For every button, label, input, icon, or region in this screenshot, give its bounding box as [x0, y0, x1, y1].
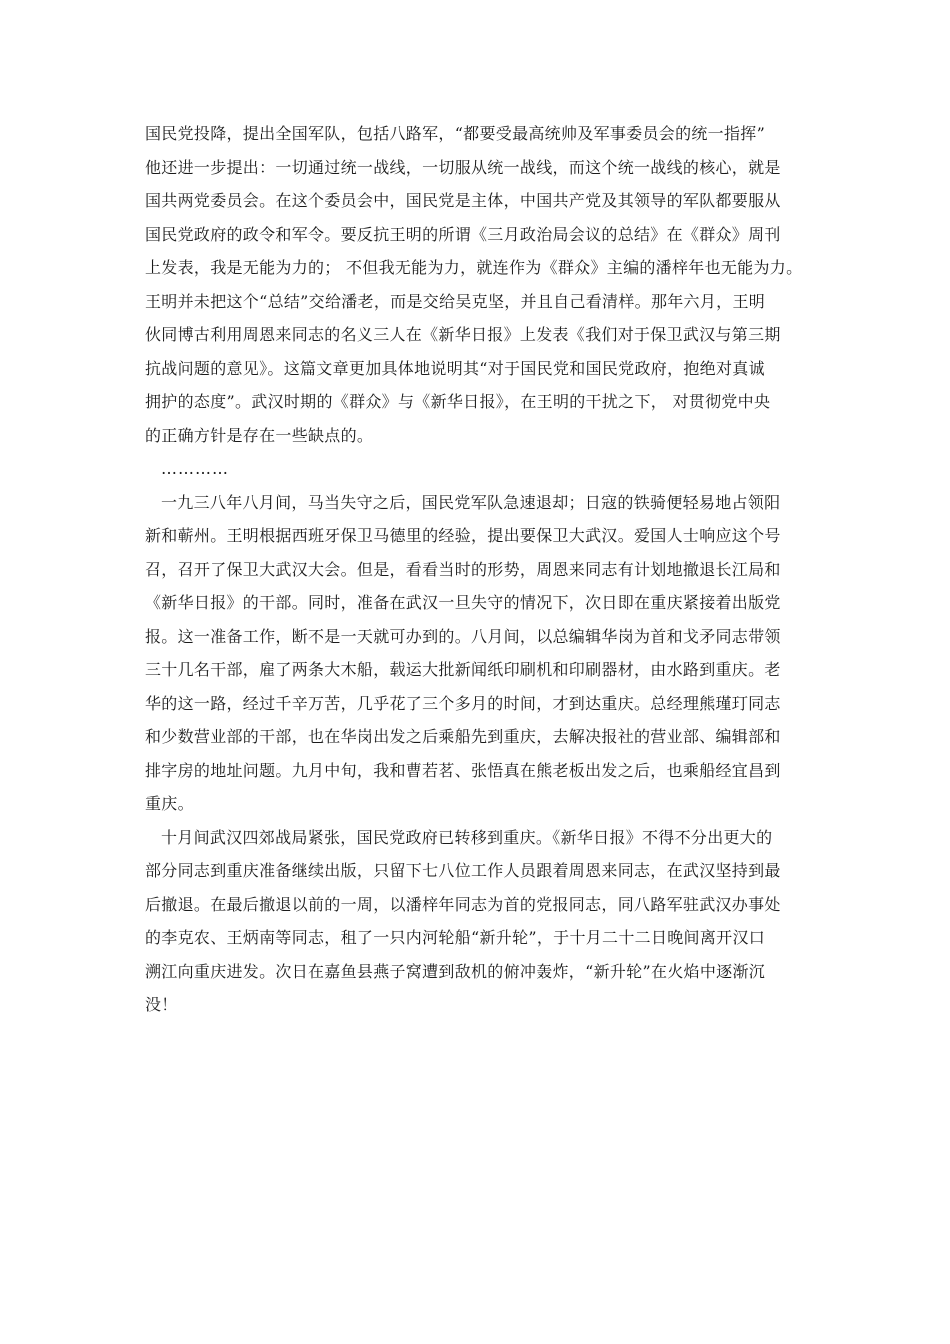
text-line: 没！ — [145, 995, 178, 1014]
text-line: 上发表，我是无能为力的； 不但我无能为力，就连作为《群众》主编的潘梓年也无能为力。 — [145, 258, 803, 277]
text-line: 华的这一路，经过千辛万苦，几乎花了三个多月的时间，才到达重庆。总经理熊瑾玎同志 — [145, 693, 781, 713]
ellipsis-separator: ………… — [161, 459, 229, 478]
text-line: 溯江向重庆进发。次日在嘉鱼县燕子窝遭到敌机的俯冲轰炸，“新升轮”在火焰中逐渐沉 — [145, 961, 766, 981]
text-line: 召，召开了保卫大武汉大会。但是，看看当时的形势，周恩来同志有计划地撤退长江局和 — [145, 559, 781, 579]
text-line: 拥护的态度”。武汉时期的《群众》与《新华日报》，在王明的干扰之下， 对贯彻党中央 — [145, 392, 771, 411]
text-line: 排字房的地址问题。九月中旬，我和曹若茗、张悟真在熊老板出发之后，也乘船经宜昌到 — [145, 760, 781, 780]
text-line: 一九三八年八月间，马当失守之后，国民党军队急速退却；日寇的铁骑便轻易地占领阳 — [161, 492, 781, 512]
text-line: 部分同志到重庆准备继续出版，只留下七八位工作人员跟着周恩来同志，在武汉坚持到最 — [145, 861, 781, 880]
text-line: 的正确方针是存在一些缺点的。 — [145, 425, 374, 445]
text-line: 十月间武汉四郊战局紧张，国民党政府已转移到重庆。《新华日报》不得不分出更大的 — [161, 827, 773, 847]
text-line: 新和蕲州。王明根据西班牙保卫马德里的经验，提出要保卫大武汉。爱国人士响应这个号 — [145, 526, 781, 545]
document-page — [145, 117, 817, 1022]
text-line: 伙同博古利用周恩来同志的名义三人在《新华日报》上发表《我们对于保卫武汉与第三期 — [145, 325, 781, 344]
text-line: 《新华日报》的干部。同时，准备在武汉一旦失守的情况下，次日即在重庆紧接着出版党 — [145, 593, 781, 612]
text-line: 国民党政府的政令和军令。要反抗王明的所谓《三月政治局会议的总结》在《群众》周刊 — [145, 224, 781, 244]
text-line: 国共两党委员会。在这个委员会中，国民党是主体，中国共产党及其领导的军队都要服从 — [145, 191, 781, 210]
text-line: 报。这一准备工作，断不是一天就可办到的。八月间，以总编辑华岗为首和戈矛同志带领 — [145, 626, 781, 646]
text-line: 的李克农、王炳南等同志，租了一只内河轮船“新升轮”，于十月二十二日晚间离开汉口 — [145, 928, 766, 947]
text-line: 国民党投降，提出全国军队，包括八路军，“都要受最高统帅及军事委员会的统一指挥” — [145, 124, 766, 143]
text-line: 后撤退。在最后撤退以前的一周，以潘梓年同志为首的党报同志，同八路军驻武汉办事处 — [145, 894, 781, 914]
text-line: 他还进一步提出：一切通过统一战线，一切服从统一战线，而这个统一战线的核心，就是 — [145, 157, 781, 177]
text-line: 和少数营业部的干部，也在华岗出发之后乘船先到重庆，去解决报社的营业部、编辑部和 — [145, 727, 781, 746]
text-line: 三十几名干部，雇了两条大木船，载运大批新闻纸印刷机和印刷器材，由水路到重庆。老 — [145, 660, 781, 679]
text-line: 王明并未把这个“总结”交给潘老，而是交给吴克坚，并且自己看清样。那年六月，王明 — [145, 291, 766, 311]
text-line: 重庆。 — [145, 794, 194, 813]
text-line: 抗战问题的意见》。这篇文章更加具体地说明其“对于国民党和国民党政府，抱绝对真诚 — [145, 358, 765, 378]
